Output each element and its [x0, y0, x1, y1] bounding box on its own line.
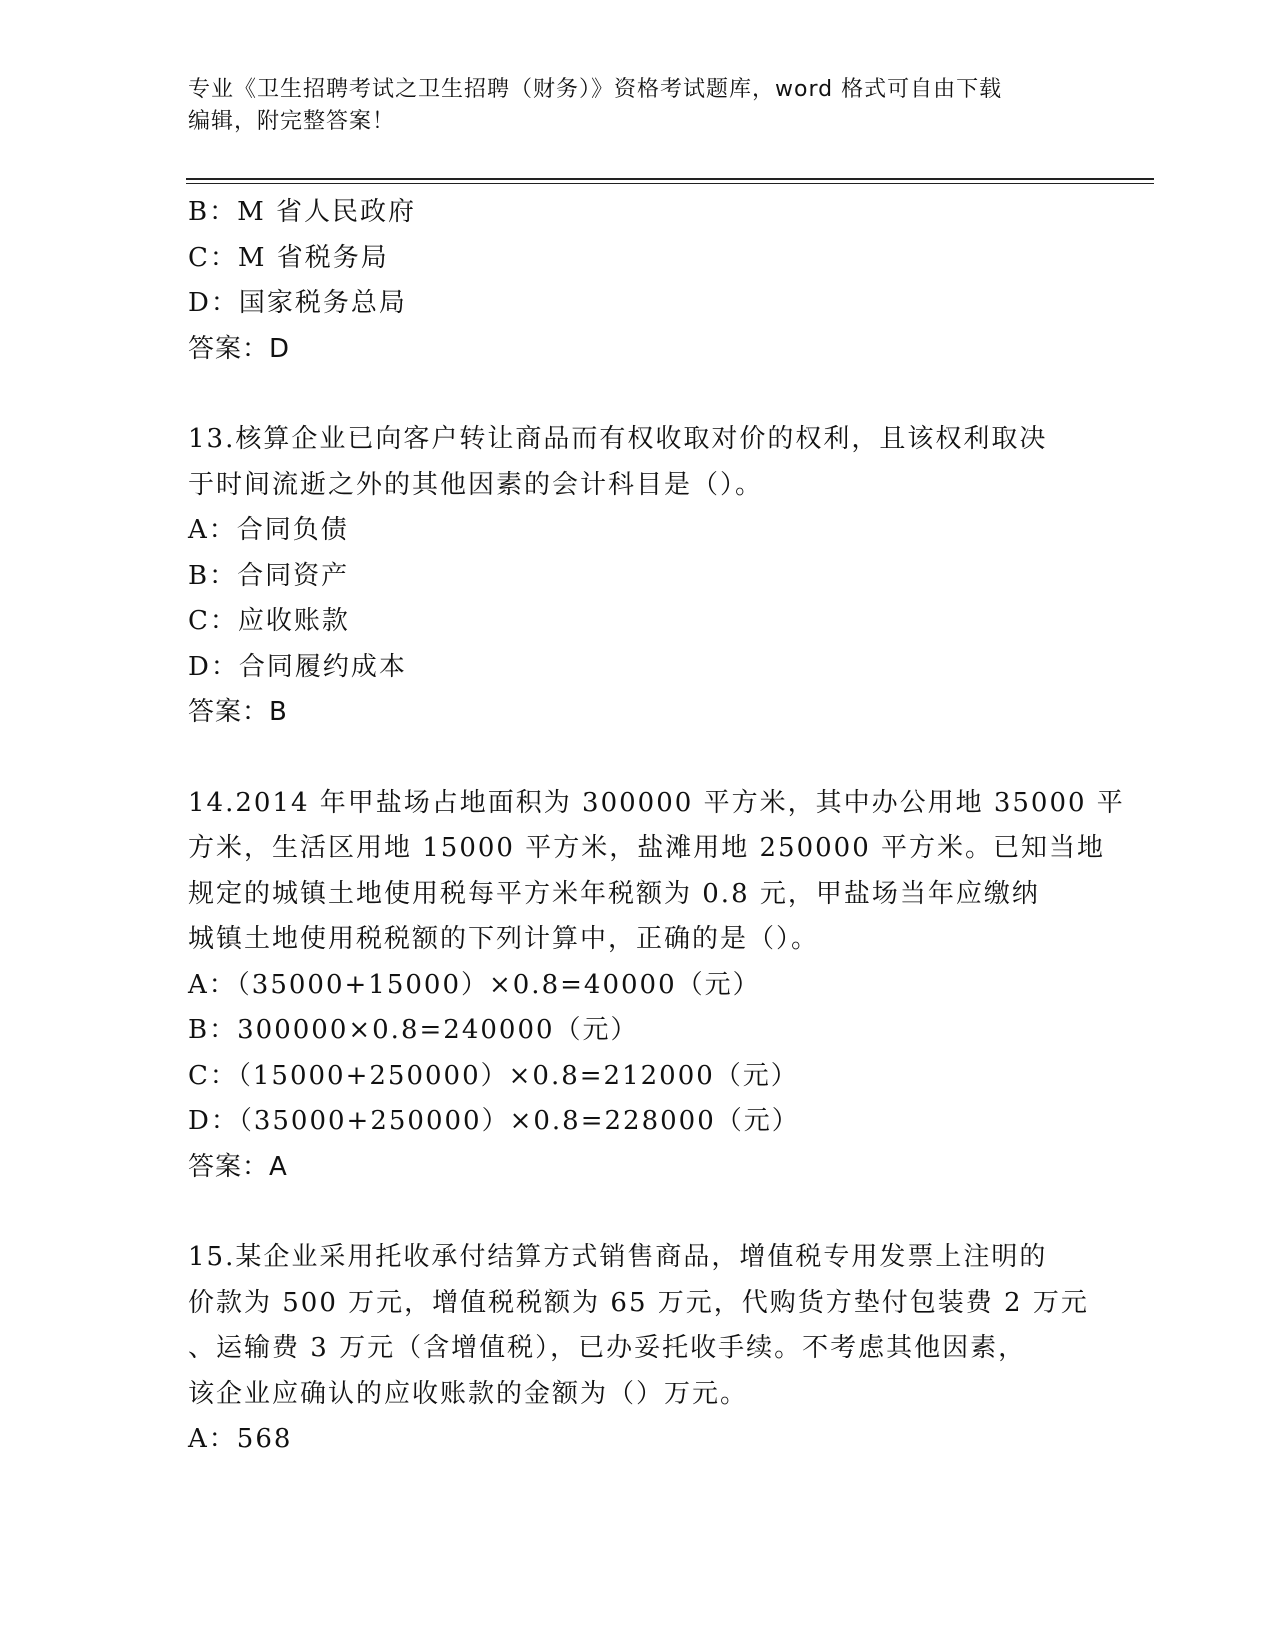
q14-option-c: C：（15000+250000）×0.8=212000（元） [188, 1060, 799, 1091]
header-line-1: 专业《卫生招聘考试之卫生招聘（财务）》资格考试题库，word 格式可自由下载 [188, 77, 1003, 102]
q15-stem-line-4: 该企业应确认的应收账款的金额为（）万元。 [188, 1378, 749, 1409]
q14-stem-line-3: 规定的城镇土地使用税每平方米年税额为 0.8 元，甲盐场当年应缴纳 [188, 878, 1040, 909]
q13-option-b: B：合同资产 [188, 560, 350, 591]
header-divider-thick [186, 178, 1154, 180]
q15-stem-line-1: 15.某企业采用托收承付结算方式销售商品，增值税专用发票上注明的 [188, 1242, 1048, 1272]
q12-option-d: D：国家税务总局 [188, 288, 407, 318]
q14-stem-line-2: 方米，生活区用地 15000 平方米，盐滩用地 250000 平方米。已知当地 [188, 833, 1106, 863]
question-12-block [188, 190, 1088, 372]
q14-option-a: A：（35000+15000）×0.8=40000（元） [188, 969, 761, 1000]
question-13-block [188, 417, 1088, 736]
q13-option-d: D：合同履约成本 [188, 651, 407, 682]
spacer [188, 1190, 1088, 1235]
spacer [188, 736, 1088, 781]
question-14-block [188, 781, 1125, 1191]
q14-answer: 答案：A [188, 1151, 288, 1182]
q14-stem-line-4: 城镇土地使用税税额的下列计算中，正确的是（）。 [188, 924, 820, 954]
question-list [188, 190, 1125, 1463]
q12-answer: 答案：D [188, 333, 291, 364]
q13-option-c: C：应收账款 [188, 606, 350, 636]
q13-answer: 答案：B [188, 697, 288, 727]
q12-option-b: B：M 省人民政府 [188, 197, 416, 227]
q15-stem-line-2: 价款为 500 万元，增值税税额为 65 万元，代购货方垫付包装费 2 万元 [188, 1287, 1089, 1318]
q15-option-a: A：568 [188, 1424, 293, 1454]
question-15-block [188, 1235, 1088, 1463]
q13-stem-line-1: 13.核算企业已向客户转让商品而有权收取对价的权利，且该权利取决 [188, 424, 1048, 454]
header-line-2: 编辑，附完整答案！ [188, 109, 396, 134]
q15-stem-line-3: 、运输费 3 万元（含增值税），已办妥托收手续。不考虑其他因素， [188, 1333, 1027, 1363]
q13-option-a: A：合同负债 [188, 515, 349, 545]
q14-option-b: B：300000×0.8=240000（元） [188, 1015, 639, 1045]
document-header [188, 74, 1068, 138]
header-divider-thin [186, 183, 1154, 184]
q14-stem-line-1: 14.2014 年甲盐场占地面积为 300000 平方米，其中办公用地 35000 平 [188, 787, 1125, 818]
q13-stem-line-2: 于时间流逝之外的其他因素的会计科目是（）。 [188, 469, 764, 500]
q14-option-d: D：（35000+250000）×0.8=228000（元） [188, 1106, 800, 1136]
spacer [188, 372, 1088, 417]
q12-option-c: C：M 省税务局 [188, 242, 389, 273]
